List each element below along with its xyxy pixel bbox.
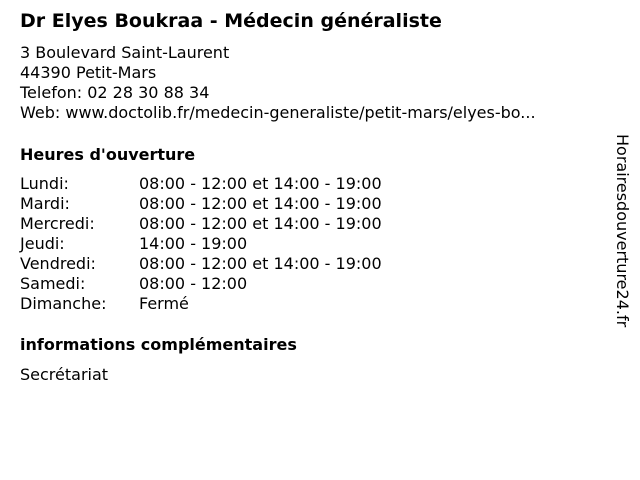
additional-info-text: Secrétariat [20,365,109,384]
day-label: Samedi: [20,274,86,293]
time-value: Fermé [139,294,189,313]
website-link[interactable]: Web: www.doctolib.fr/medecin-generaliste/petit-mars/elyes-bo... [20,103,536,122]
day-label: Mercredi: [20,214,95,233]
hours-row-tuesday [20,194,382,214]
hours-row-friday [20,254,382,274]
phone-number: Telefon: 02 28 30 88 34 [20,83,210,102]
day-label: Dimanche: [20,294,107,313]
hours-row-saturday [20,274,382,294]
time-value: 08:00 - 12:00 [139,274,248,293]
hours-row-sunday [20,294,382,314]
opening-hours-heading: Heures d'ouverture [20,145,196,164]
time-value: 08:00 - 12:00 et 14:00 - 19:00 [139,174,382,193]
hours-row-monday [20,174,382,194]
day-label: Jeudi: [20,234,65,253]
address-city: 44390 Petit-Mars [20,63,157,82]
contact-block [20,43,536,123]
time-value: 08:00 - 12:00 et 14:00 - 19:00 [139,254,382,273]
address-street: 3 Boulevard Saint-Laurent [20,43,230,62]
opening-hours-table [20,174,382,314]
site-watermark: Horairesdouverture24.fr [613,134,632,328]
time-value: 08:00 - 12:00 et 14:00 - 19:00 [139,194,382,213]
time-value: 14:00 - 19:00 [139,234,248,253]
day-label: Vendredi: [20,254,96,273]
day-label: Lundi: [20,174,69,193]
additional-info-heading: informations complémentaires [20,335,297,354]
hours-row-thursday [20,234,382,254]
hours-row-wednesday [20,214,382,234]
time-value: 08:00 - 12:00 et 14:00 - 19:00 [139,214,382,233]
page-title: Dr Elyes Boukraa - Médecin généraliste [20,10,442,32]
day-label: Mardi: [20,194,70,213]
